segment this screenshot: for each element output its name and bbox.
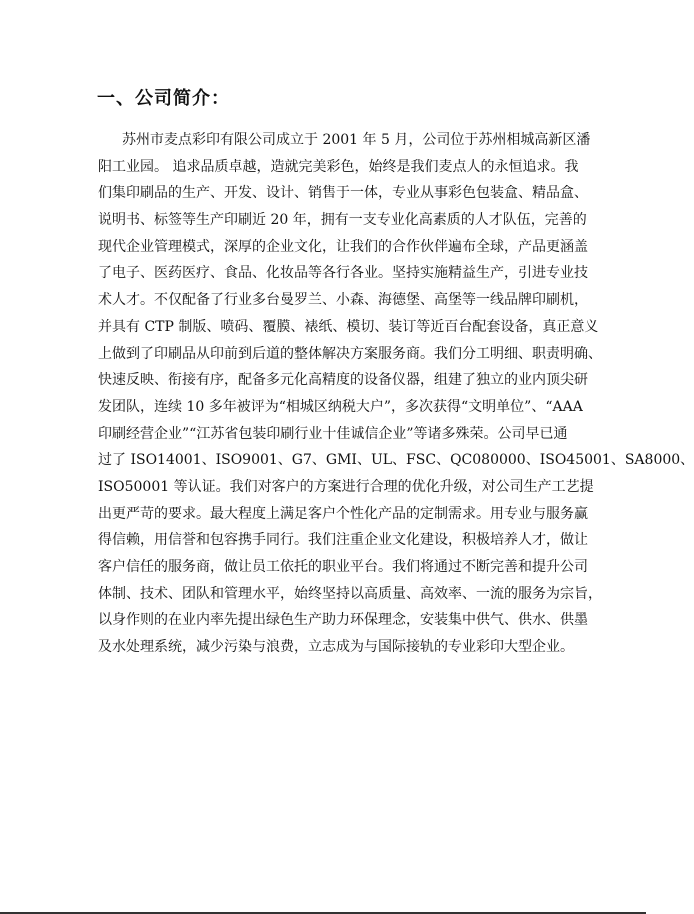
paragraph-line: 们集印刷品的生产、开发、设计、销售于一体，专业从事彩色包装盒、精品盒、 [98, 185, 588, 202]
paragraph-line: 及水处理系统，减少污染与浪费，立志成为与国际接轨的专业彩印大型企业。 [98, 639, 574, 656]
paragraph-line: ISO50001 等认证。我们对客户的方案进行合理的优化升级，对公司生产工艺提 [98, 478, 594, 495]
paragraph-line: 出更严苛的要求。最大程度上满足客户个性化产品的定制需求。用专业与服务赢 [98, 505, 588, 522]
paragraph-line: 快速反映、衔接有序，配备多元化高精度的设备仪器，组建了独立的业内顶尖研 [98, 372, 588, 389]
paragraph-line: 印刷经营企业”“江苏省包装印刷行业十佳诚信企业”等诸多殊荣。公司早已通 [98, 425, 568, 442]
paragraph-line: 现代企业管理模式，深厚的企业文化，让我们的合作伙伴遍布全球，产品更涵盖 [98, 238, 588, 255]
section-heading: 一、公司简介： [97, 88, 230, 109]
paragraph-line: 客户信任的服务商，做让员工依托的职业平台。我们将通过不断完善和提升公司 [98, 559, 588, 575]
company-intro-paragraph [98, 127, 694, 661]
paragraph-line: 说明书、标签等生产印刷近 20 年，拥有一支专业化高素质的人才队伍，完善的 [98, 212, 587, 229]
paragraph-line: 发团队，连续 10 多年被评为“相城区纳税大户”，多次获得“文明单位”、“AAA [98, 398, 583, 415]
paragraph-line: 体制、技术、团队和管理水平，始终坚持以高质量、高效率、一流的服务为宗旨， [98, 585, 602, 602]
paragraph-line: 以身作则的在业内率先提出绿色生产助力环保理念，安装集中供气、供水、供墨 [98, 612, 588, 629]
paragraph-line: 阳工业园。 追求品质卓越，造就完美彩色，始终是我们麦点人的永恒追求。我 [98, 158, 579, 175]
paragraph-line: 得信赖，用信誉和包容携手同行。我们注重企业文化建设，积极培养人才，做让 [98, 532, 588, 549]
paragraph-line: 术人才。不仅配备了行业多台曼罗兰、小森、海德堡、高堡等一线品牌印刷机， [98, 292, 588, 309]
paragraph-line: 苏州市麦点彩印有限公司成立于 2001 年 5 月，公司位于苏州相城高新区潘 [122, 132, 591, 148]
paragraph-line: 了电子、医药医疗、食品、化妆品等各行各业。坚持实施精益生产，引进专业技 [98, 265, 588, 282]
paragraph-line: 过了 ISO14001、ISO9001、G7、GMI、UL、FSC、QC080000、ISO45001、SA8000、 [98, 452, 694, 469]
paragraph-line: 上做到了印刷品从印前到后道的整体解决方案服务商。我们分工明细、职责明确、 [98, 345, 602, 362]
paragraph-line: 并具有 CTP 制版、喷码、覆膜、裱纸、模切、装订等近百台配套设备，真正意义 [98, 318, 599, 335]
